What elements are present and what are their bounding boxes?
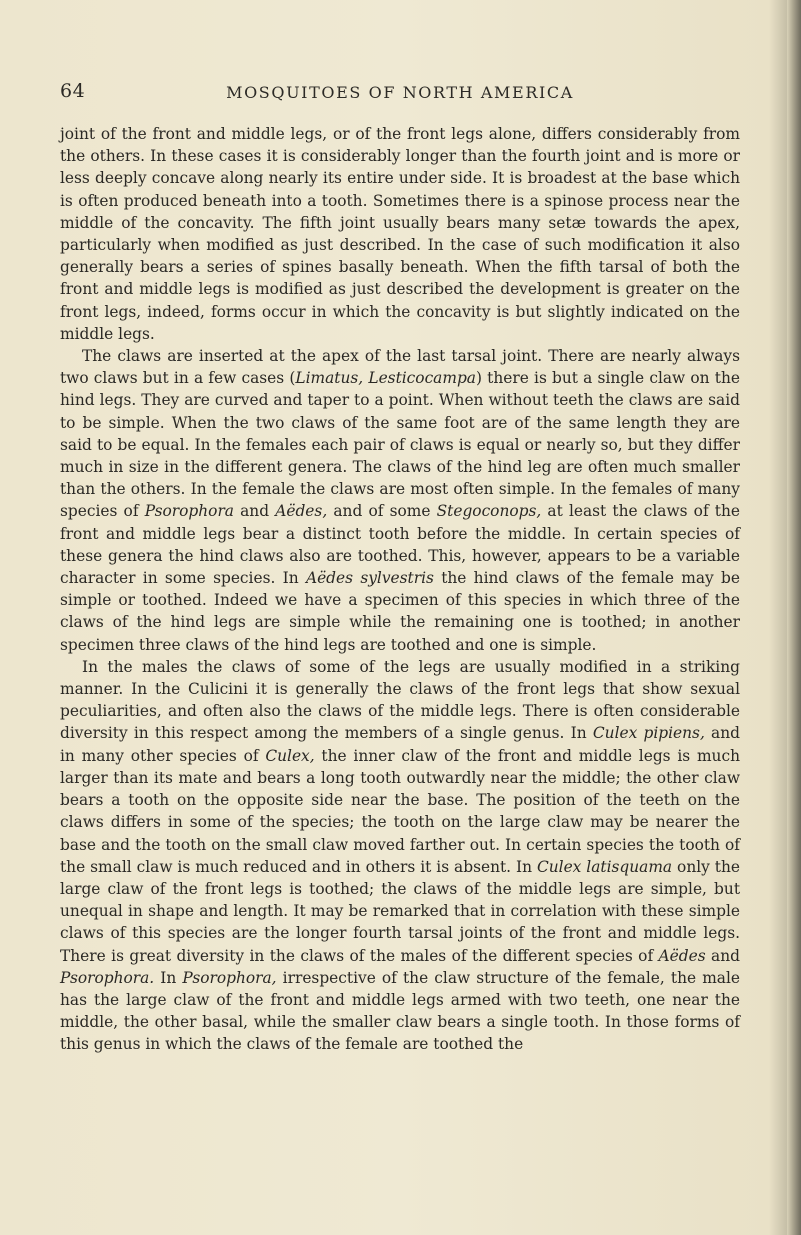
running-head: MOSQUITOES OF NORTH AMERICA	[226, 83, 574, 102]
body-text	[60, 123, 740, 1056]
page-number: 64	[60, 80, 86, 102]
page-edge-shadow	[787, 0, 801, 1235]
paragraph-1: joint of the front and middle legs, or of the front legs alone, differs considerably from the others. In these cases it is considerably longer than the fourth joint and is more or less deeply concave along nearly its entire under side. It is broadest at the base which is often produced beneath into a tooth. Sometimes there is a spinose process near the middle of the concavity. The fifth joint usually bears many setæ towards the apex, particularly when modified as just described. In the case of such modification it also generally bears a series of spines basally beneath. When the fifth tarsal of both the front and middle legs is modified as just described the development is greater on the front legs, indeed, forms occur in which the concavity is but slightly indicated on the middle legs.	[60, 125, 740, 343]
paragraph-3: In the males the claws of some of the legs are usually modified in a striking manner. In the Culicini it is generally the claws of the front legs that show sexual peculiarities, and often also the claws of the middle legs. There is often considerable diversity in this respect among the members of a single genus. In Culex pipiens, and in many other species of Culex, the inner claw of the front and middle legs is much larger than its mate and bears a long tooth outwardly near the middle; the other claw bears a tooth on the opposite side near the base. The position of the teeth on the claws differs in some of the species; the tooth on the large claw may be nearer the base and the tooth on the small claw moved farther out. In certain species the tooth of the small claw is much reduced and in others it is absent. In Culex latisquama only the large claw of the front legs is toothed; the claws of the middle legs are simple, but unequal in shape and length. It may be remarked that in correlation with these simple claws of this species are the longer fourth tarsal joints of the front and middle legs. There is great diversity in the claws of the males of the different species of Aëdes and Psorophora. In Psorophora, irrespective of the claw structure of the female, the male has the large claw of the front and middle legs armed with two teeth, one near the middle, the other basal, while the smaller claw bears a single tooth. In those forms of this genus in which the claws of the female are toothed the	[60, 657, 740, 1054]
paragraph-2: The claws are inserted at the apex of the last tarsal joint. There are nearly always two claws but in a few cases (Limatus, Lesticocampa) there is but a single claw on the hind legs. They are curved and taper to a point. When without teeth the claws are said to be simple. When the two claws of the same foot are of the same length they are said to be equal. In the females each pair of claws is equal or nearly so, but they differ much in size in the different genera. The claws of the hind leg are often much smaller than the others. In the female the claws are most often simple. In the females of many species of Psorophora and Aëdes, and of some Stegoconops, at least the claws of the front and middle legs bear a distinct tooth before the middle. In certain species of these genera the hind claws also are toothed. This, however, appears to be a variable character in some species. In Aëdes sylvestris the hind claws of the female may be simple or toothed. Indeed we have a specimen of this species in which three of the claws of the hind legs are simple while the remaining one is toothed; in another specimen three claws of the hind legs are toothed and one is simple.	[60, 347, 741, 654]
page-header	[60, 80, 740, 110]
